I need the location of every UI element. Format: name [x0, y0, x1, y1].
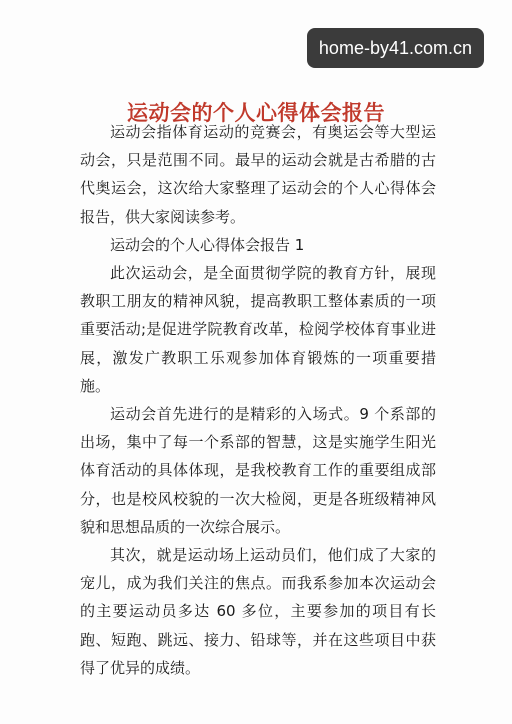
- page-title: 运动会的个人心得体会报告: [127, 101, 385, 126]
- paragraph-athletes: 其次，就是运动场上运动员们，他们成了大家的宠儿，成为我们关注的焦点。而我系参加本次运动会的主要运动员多达 60 多位，主要参加的项目有长跑、短跑、跳远、接力、铅球等，并在这些项目中获得了优异的成绩。: [80, 546, 436, 677]
- watermark-badge: home-by41.com.cn: [307, 28, 484, 68]
- section-heading: 运动会的个人心得体会报告 1: [110, 235, 305, 254]
- paragraph-purpose: 此次运动会，是全面贯彻学院的教育方针，展现教职工朋友的精神风貌，提高教职工整体素质的一项重要活动;是促进学院教育改革，检阅学校体育事业进展，激发广教职工乐观参加体育锻炼的一项重要措施。: [80, 264, 436, 395]
- paragraph-opening-ceremony: 运动会首先进行的是精彩的入场式。9 个系部的出场，集中了每一个系部的智慧，这是实施学生阳光体育活动的具体体现，是我校教育工作的重要组成部分，也是校风校貌的一次大检阅，更是各班级精神风貌和思想品质的一次综合展示。: [80, 405, 436, 536]
- document-body: [80, 118, 436, 682]
- paragraph-intro: 运动会指体育运动的竞赛会，有奥运会等大型运动会，只是范围不同。最早的运动会就是古希腊的古代奥运会，这次给大家整理了运动会的个人心得体会报告，供大家阅读参考。: [80, 123, 436, 226]
